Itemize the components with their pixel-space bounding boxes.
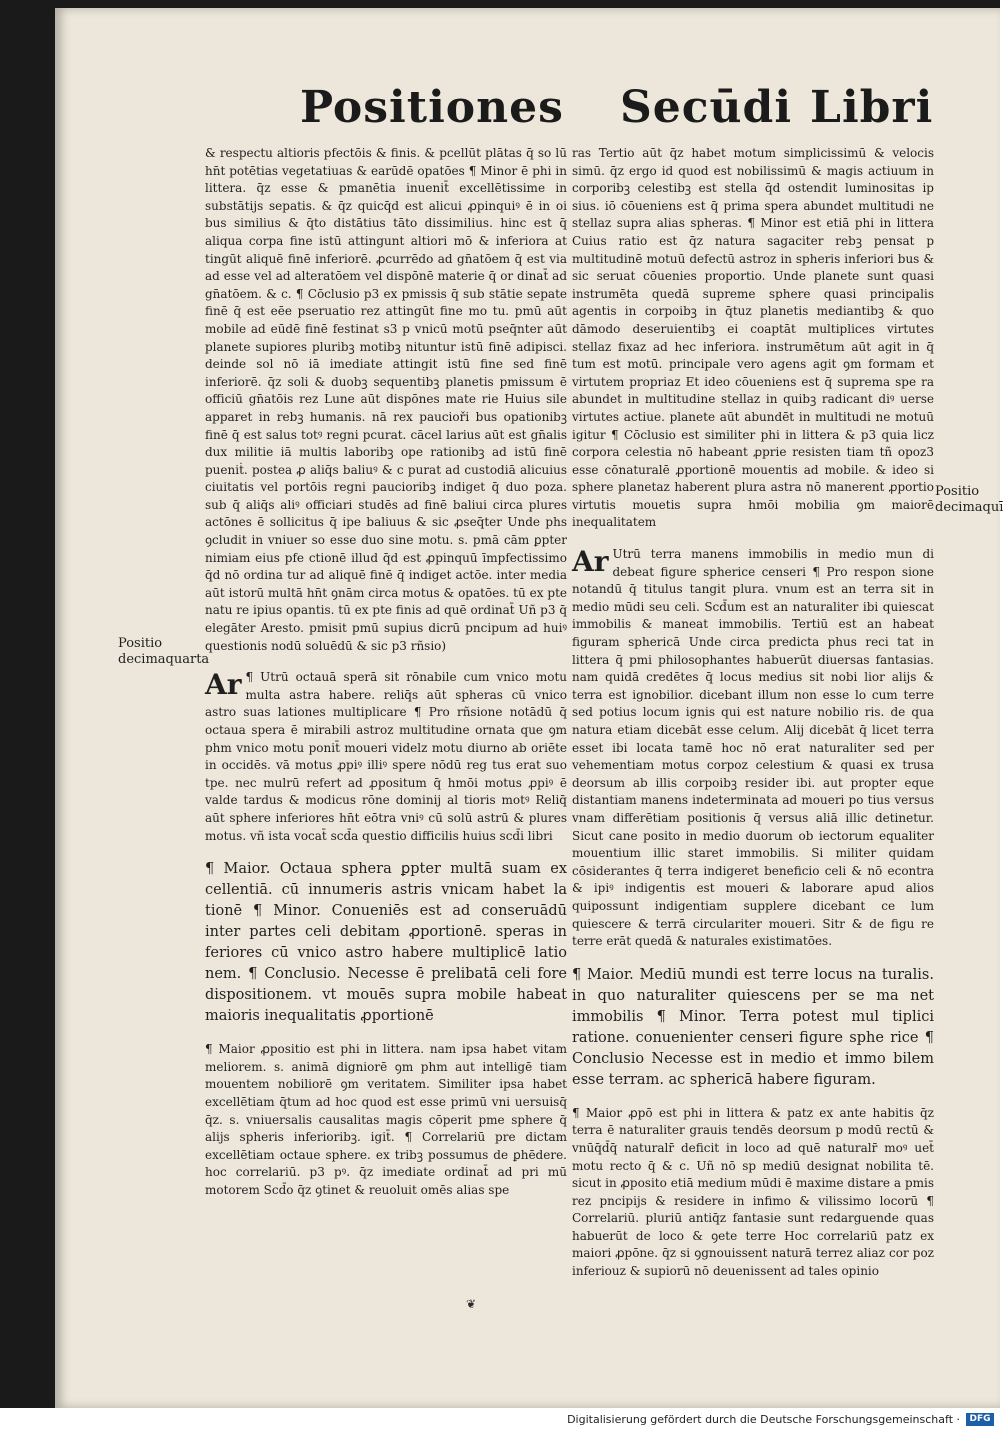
marginal-note-left <box>118 636 209 668</box>
paragraph-summary: ¶ Maior. Mediū mundi est terre locus na turalis. in quo naturaliter quiescens per se ma net immobilis ¶ Minor. Terra potest mul tiplici ratione. conuenienter censeri figure sphe rice ¶ Conclusio Necesse est in medio et immo bilem esse terram. ac sphericā habere figuram. <box>572 966 934 1088</box>
initial-letter: Ar <box>572 545 609 579</box>
paragraph <box>205 669 567 845</box>
dfg-logo-icon[interactable]: DFG <box>966 1413 994 1426</box>
paragraph-text: ¶ Utrū octauā sperā sit rōnabile cum vnico motu multa astra habere. reliq̄s aūt spheras cū vnico astro suas lationes multiplicare ¶ Pro rñsione notādū q̄ octaua spera ē mirabili astroz multitudine ornata que ꝯm phm vnico motu ponit̄ moueri videlz motu diurno ab oriēte in occidēs. vā motus ꝓpiꝰ illiꝰ spere nōdū reg tus erat suo tpe. nec mulrū refert ad ꝓpositum q̄ hmōi motus ꝓpiꝰ ē valde tardus & modicus rōne dominij al tioris motꝰ Reliq̄ aūt sphere inferiores hn̄t eōtra vniꝰ cū solū astrū & plures motus. vñ ista vocat̄ scd̄a questio difficilis huius scd̄i libri <box>205 670 567 843</box>
paragraph: & respectu altioris pfectōis & finis. & pcellūt plātas q̄ so lū hn̄t potētias vegetatiuas & earūdē opatōes ¶ Minor ē phi in littera. q̄z esse & pmanētia inuenit̄ excellētissime in substātijs sepatis. & q̄z quicq̄d est alicui ꝓpinquiꝰ ē in oi bus similius & q̄to distātius tāto dissimilius. hinc est q̄ aliqua corpa fine istū attingunt altiori mō & inferiora at tingūt aliquē finē inferiorē. ꝓcurrēdo ad gn̄atōem q̄ est via ad esse vel ad alteratōem vel dispōnē materie q̄ or dinat̄ ad gn̄atōem. & c. ¶ Cōclusio p3 ex pmissis q̄ sub stātie sepate finē q̄ est eēe pseruatio rez attingūt fine mo tu. pmū aūt mobile ad eūdē finē festinat s3 p vnicū motū pseq̄nter aūt planete supiores pluribꝫ motibꝫ nituntur istū finē adipisci. deinde sol nō iā imediate attingit istū fine sed finē inferiorē. q̄z soli & duobꝫ sequentibꝫ planetis pmissum ē officiū gn̄atōis rez Lune aūt dispōnes mate rie Huius sile apparet in rebꝫ humanis. nā rex paucioři bus opationibꝫ finē q̄ est salus totꝰ regni pcurat. cācel larius aūt est gn̄alis dux militie iā multis laboribꝫ ope rationibꝫ ad istū finē pueniṫ. postea ꝓ aliq̄s baliuꝰ & c purat ad custodiā alicuius ciuitatis vel portōis regni paucioribꝫ indiget q̄ duo poza. sub q̄ aliq̄s aliꝰ officiari studēs ad finē baliui circa plures actōnes ē sollicitus q̄ ipe baliuus & sic ꝓseq̄ter Unde phs ꝯcludit in vniuer so esse duo sine motu. s. pmā cām ꝑpter nimiam eius pfe ctionē illud q̄d est ꝓpinquū īmpfectissimo q̄d nō ordina tur ad aliquē finē q̄ indiget actōe. inter media aūt istorū multā hn̄t ꝯnām circa motus & opatōes. tū ex pte natu re ipius opantis. tū ex pte finis ad quē ordinat̄ Uñ p3 q̄ elegāter Aresto. pmisit pmū supius dicrū pncipum ad huiꝰ questionis nodū soluēdū & sic p3 rñsio) <box>205 146 567 653</box>
funding-credit: Digitalisierung gefördert durch die Deutsche Forschungsgemeinschaft · <box>567 1413 960 1426</box>
paragraph: ¶ Maior ꝓpō est phi in littera & patz ex ante habitis q̄z terra ē naturaliter grauis tendēs deorsum p modū rectū & vnūq̄d̄q̄ naturalr̄ deficit in loco ad quē naturalr̄ moꝰ uet̄ motu recto q̄ & c. Uñ nō sp mediū designat nobilita tē. sicut in ꝓposito etiā medium mūdi ē maxime distare a pmis rez pncipijs & residere in infimo & vilissimo locorū ¶ Correlariū. pluriū antiq̄z fantasie sunt redarguende quas habuerūt de loco & ꝯete terre Hoc correlariū patz ex maiori ꝓpōne. q̄z si ꝯgnouissent naturā terrez aliaz cor poz inferiouz & supiorū nō deuenissent ad tales opinio <box>572 1105 934 1279</box>
text-column-left <box>205 145 567 1197</box>
initial-letter: Ar <box>205 668 242 702</box>
paragraph: ¶ Maior ꝓpositio est phi in littera. nam ipsa habet vitam meliorem. s. animā digniorē ꝯm phm aut intelligē tiam mouentem nobiliorē ꝯm veritatem. Similiter ipsa habet excellētiam q̄tum ad hoc quod est esse primū vni uersuisq̄ q̄z. s. vniuersalis causalitas magis cōperit pme sphere q̄ alijs spheris inferioribꝫ. igit̄. ¶ Correlariū pre dictam excellētiam octaue sphere. ex tribꝫ possumus de ꝑhēdere. hoc correlariū. p3 pꝰ. q̄z imediate ordinat̄ ad pri mū motorem Scd̄o q̄z ꝯtinet & reuoluit omēs alias spe <box>205 1042 567 1197</box>
ornament-icon: ❦ <box>466 1297 477 1311</box>
footer-bar <box>0 1408 1000 1431</box>
marginal-note-line: decimaquarta <box>118 652 210 667</box>
running-head-left: Positiones <box>300 82 564 133</box>
running-head-center: Secūdi <box>620 82 793 133</box>
running-head-right: Libri <box>810 82 934 133</box>
text-column-right <box>572 145 934 1279</box>
marginal-note-line: Positio <box>118 636 163 651</box>
marginal-note-line: decimaquī <box>935 500 1003 515</box>
marginal-note-line: Positio <box>935 484 980 499</box>
marginal-note-right <box>935 484 1003 516</box>
paragraph-text: Utrū terra manens immobilis in medio mun di debeat figure spherice censeri ¶ Pro respon sione notandū q̄ titulus tangit plura. vnum est an terra sit in medio mūdi seu celi. Scd̄um est an naturaliter ibi quiescat immobilis & maneat immobilis. Tertiū est an habeat figuram sphericā Unde circa predicta phus reci tat in littera q̄ pmi philosophantes habuerūt diuersas fantasias. nam quidā credētes q̄ locus medius sit nobi lior alijs & terra est ignobilior. dicebant illum non esse lo cum terre sed potius locum ignis qui est nature nobilio ris. de qua natura etiam dicebāt esse celum. Alij dicebāt q̄ licet terra esset ibi locata tamē hoc nō erat naturaliter sed per vehementiam motus corpoz celestium & quasi ex trusa deorsum ab illis corpoibꝫ resider ibi. aut propter eque distantiam manens indeterminata ad moueri po tius versus vnam differētiam positionis q̄ versus aliā illic detinetur. Sicut cane posito in medio duorum ob iectorum equaliter mouentium illic staret immobilis. Si militer quidam cōsiderantes q̄ terra indigeret beneficio celi & nō econtra & ipiꝰ indigentis est moueri & laborare apud alios quipossunt indigentiam supplere dicebant ce lum quiescere & terrā circulariter moueri. Sitr & de figu re terre erāt quedā & naturales existimatōes. <box>572 547 934 949</box>
paragraph-summary: ¶ Maior. Octaua sphera ꝑpter multā suam ex cellentiā. cū innumeris astris vnicam habet la tionē ¶ Minor. Conueniēs est ad conseruādū inter partes celi debitam ꝓportionē. speras in feriores cū vnico astro habere multiplicē latio nem. ¶ Conclusio. Necesse ē prelibatā celi fore dispositionem. vt mouēs supra mobile habeat maioris inequalitatis ꝓportionē <box>205 861 567 1025</box>
paragraph <box>572 546 934 951</box>
paragraph: ras Tertio aūt q̄z habet motum simplicissimū & velocis simū. q̄z ergo id quod est nobilissimū & magis actiuum in corporibꝫ celestibꝫ est stella q̄d ostendit luminositas ip sius. iō cōueniens est q̄ prima spera abundet multitudi ne stellaz supra alias spheras. ¶ Minor est etiā phi in littera Cuius ratio est q̄z natura sagaciter rebꝫ pensat p multitudinē motuū defectū astroz in spheris inferiori bus & sic seruat cōuenies proportio. Unde planete sunt quasi instrumēta quedā supreme sphere quasi principalis agentis in corpoibꝫ in q̄tuz planetis mediantibꝫ & quo dāmodo deseruientibꝫ ei coaptāt multiplices virtutes stellaz fixaz ad hec inferiora. instrumētum aūt agit in q̄ tum est motū. principale vero agens agit ꝯm formam et virtutem propriaz Et ideo cōueniens est q̄ suprema spe ra abundet in multitudine stellaz in quibꝫ radicant diꝰ uerse virtutes actiue. planete aūt abundēt in multitudi ne motuū igitur ¶ Cōclusio est similiter phi in littera & p3 quia licz corpora celestia nō habeant ꝓprie resisten tiam tñ opoz3 esse cōnaturalē ꝓportionē mouentis ad mobile. & ideo si sphere planetaz haberent plura astra nō manerent ꝓportio virtutis mouetis supra hmōi mobilia ꝯm maiorē inequalitatem <box>572 146 934 530</box>
